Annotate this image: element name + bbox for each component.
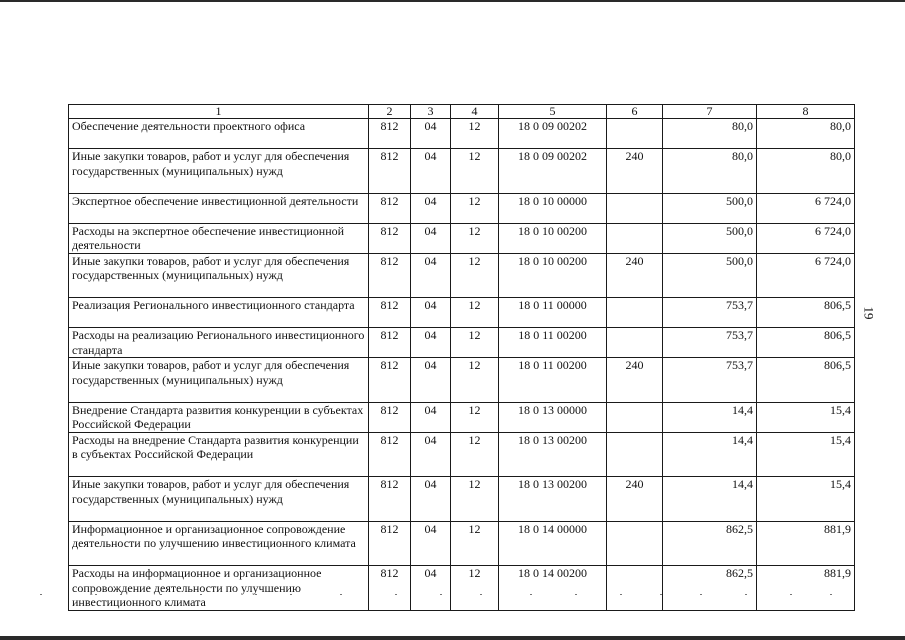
table-row — [69, 253, 855, 298]
section-cell: 04 — [411, 223, 451, 253]
admin-code-cell: 812 — [369, 521, 411, 566]
table-row — [69, 477, 855, 522]
scan-noise-dot — [575, 594, 577, 595]
admin-code-cell: 812 — [369, 358, 411, 403]
section-cell: 04 — [411, 566, 451, 611]
header-cell: 8 — [757, 105, 855, 119]
target-article-cell: 18 0 11 00000 — [499, 298, 607, 328]
header-cell: 1 — [69, 105, 369, 119]
row-name-cell: Расходы на информационное и организационное сопровождение деятельности по улучшению инвестиционного климата — [69, 566, 369, 611]
subsection-cell: 12 — [451, 119, 499, 149]
scan-noise-dot — [620, 594, 622, 595]
admin-code-cell: 812 — [369, 223, 411, 253]
target-article-cell: 18 0 09 00202 — [499, 119, 607, 149]
table-row — [69, 298, 855, 328]
row-name-cell: Иные закупки товаров, работ и услуг для обеспечения государственных (муниципальных) нужд — [69, 358, 369, 403]
subsection-cell: 12 — [451, 477, 499, 522]
scan-noise-dot — [480, 594, 482, 595]
scan-noise-dot — [255, 594, 257, 595]
amount-year1-cell: 753,7 — [663, 328, 757, 358]
table-row — [69, 119, 855, 149]
scan-noise-dot — [290, 594, 292, 595]
subsection-cell: 12 — [451, 149, 499, 194]
scan-noise-dot — [790, 594, 792, 595]
target-article-cell: 18 0 10 00200 — [499, 223, 607, 253]
amount-year2-cell: 881,9 — [757, 521, 855, 566]
section-cell: 04 — [411, 328, 451, 358]
amount-year1-cell: 500,0 — [663, 223, 757, 253]
subsection-cell: 12 — [451, 223, 499, 253]
expense-type-cell — [607, 432, 663, 477]
table-row — [69, 402, 855, 432]
table-row — [69, 521, 855, 566]
target-article-cell: 18 0 13 00000 — [499, 402, 607, 432]
target-article-cell: 18 0 14 00200 — [499, 566, 607, 611]
row-name-cell: Обеспечение деятельности проектного офиса — [69, 119, 369, 149]
expense-type-cell: 240 — [607, 477, 663, 522]
scan-noise-dot — [745, 594, 747, 595]
amount-year2-cell: 15,4 — [757, 432, 855, 477]
page-number: 19 — [861, 306, 877, 320]
row-name-cell: Экспертное обеспечение инвестиционной деятельности — [69, 193, 369, 223]
subsection-cell: 12 — [451, 432, 499, 477]
scan-noise-dot — [120, 594, 122, 595]
subsection-cell: 12 — [451, 253, 499, 298]
row-name-cell: Иные закупки товаров, работ и услуг для обеспечения государственных (муниципальных) нужд — [69, 253, 369, 298]
scan-noise-dot — [395, 594, 397, 595]
row-name-cell: Внедрение Стандарта развития конкуренции в субъектах Российской Федерации — [69, 402, 369, 432]
row-name-cell: Расходы на экспертное обеспечение инвестиционной деятельности — [69, 223, 369, 253]
row-name-cell: Иные закупки товаров, работ и услуг для обеспечения государственных (муниципальных) нужд — [69, 149, 369, 194]
subsection-cell: 12 — [451, 566, 499, 611]
expense-type-cell — [607, 566, 663, 611]
admin-code-cell: 812 — [369, 149, 411, 194]
target-article-cell: 18 0 14 00000 — [499, 521, 607, 566]
scan-noise-dot — [660, 594, 662, 595]
amount-year1-cell: 862,5 — [663, 521, 757, 566]
amount-year1-cell: 14,4 — [663, 402, 757, 432]
amount-year2-cell: 6 724,0 — [757, 223, 855, 253]
table-row — [69, 358, 855, 403]
amount-year2-cell: 15,4 — [757, 477, 855, 522]
amount-year2-cell: 881,9 — [757, 566, 855, 611]
row-name-cell: Расходы на реализацию Регионального инвестиционного стандарта — [69, 328, 369, 358]
row-name-cell: Расходы на внедрение Стандарта развития конкуренции в субъектах Российской Федерации — [69, 432, 369, 477]
amount-year1-cell: 753,7 — [663, 358, 757, 403]
amount-year1-cell: 500,0 — [663, 253, 757, 298]
expense-type-cell: 240 — [607, 358, 663, 403]
target-article-cell: 18 0 10 00000 — [499, 193, 607, 223]
scan-noise-dot — [340, 594, 342, 595]
budget-table — [68, 104, 855, 611]
amount-year2-cell: 806,5 — [757, 358, 855, 403]
section-cell: 04 — [411, 358, 451, 403]
header-cell: 2 — [369, 105, 411, 119]
scan-noise-dot — [40, 594, 42, 595]
table-row — [69, 149, 855, 194]
expense-type-cell — [607, 521, 663, 566]
table-row — [69, 223, 855, 253]
amount-year2-cell: 806,5 — [757, 298, 855, 328]
expense-type-cell — [607, 119, 663, 149]
amount-year1-cell: 14,4 — [663, 432, 757, 477]
target-article-cell: 18 0 13 00200 — [499, 477, 607, 522]
target-article-cell: 18 0 11 00200 — [499, 328, 607, 358]
admin-code-cell: 812 — [369, 566, 411, 611]
header-cell: 3 — [411, 105, 451, 119]
scan-noise-dot — [440, 594, 442, 595]
amount-year1-cell: 80,0 — [663, 149, 757, 194]
scan-noise-dot — [830, 594, 832, 595]
section-cell: 04 — [411, 521, 451, 566]
table-row — [69, 432, 855, 477]
expense-type-cell — [607, 223, 663, 253]
target-article-cell: 18 0 09 00202 — [499, 149, 607, 194]
admin-code-cell: 812 — [369, 253, 411, 298]
amount-year2-cell: 15,4 — [757, 402, 855, 432]
subsection-cell: 12 — [451, 358, 499, 403]
amount-year2-cell: 80,0 — [757, 149, 855, 194]
subsection-cell: 12 — [451, 328, 499, 358]
amount-year1-cell: 753,7 — [663, 298, 757, 328]
header-cell: 5 — [499, 105, 607, 119]
target-article-cell: 18 0 13 00200 — [499, 432, 607, 477]
scan-noise-dot — [700, 594, 702, 595]
admin-code-cell: 812 — [369, 432, 411, 477]
row-name-cell: Иные закупки товаров, работ и услуг для обеспечения государственных (муниципальных) нужд — [69, 477, 369, 522]
expense-type-cell — [607, 402, 663, 432]
amount-year2-cell: 806,5 — [757, 328, 855, 358]
amount-year1-cell: 80,0 — [663, 119, 757, 149]
section-cell: 04 — [411, 119, 451, 149]
table-header-row — [69, 105, 855, 119]
amount-year1-cell: 500,0 — [663, 193, 757, 223]
scan-bottom-edge — [0, 636, 905, 640]
scan-noise-dot — [530, 594, 532, 595]
amount-year1-cell: 14,4 — [663, 477, 757, 522]
scan-noise-dot — [160, 594, 162, 595]
admin-code-cell: 812 — [369, 193, 411, 223]
table-row — [69, 566, 855, 611]
header-cell: 4 — [451, 105, 499, 119]
scan-noise-line — [0, 594, 905, 602]
section-cell: 04 — [411, 477, 451, 522]
amount-year2-cell: 80,0 — [757, 119, 855, 149]
subsection-cell: 12 — [451, 521, 499, 566]
section-cell: 04 — [411, 298, 451, 328]
section-cell: 04 — [411, 253, 451, 298]
section-cell: 04 — [411, 402, 451, 432]
header-cell: 7 — [663, 105, 757, 119]
table-row — [69, 328, 855, 358]
expense-type-cell: 240 — [607, 149, 663, 194]
scan-top-edge — [0, 0, 905, 2]
table-row — [69, 193, 855, 223]
amount-year2-cell: 6 724,0 — [757, 253, 855, 298]
header-cell: 6 — [607, 105, 663, 119]
amount-year1-cell: 862,5 — [663, 566, 757, 611]
target-article-cell: 18 0 10 00200 — [499, 253, 607, 298]
expense-type-cell — [607, 328, 663, 358]
subsection-cell: 12 — [451, 193, 499, 223]
section-cell: 04 — [411, 149, 451, 194]
row-name-cell: Информационное и организационное сопровождение деятельности по улучшению инвестиционного климата — [69, 521, 369, 566]
section-cell: 04 — [411, 193, 451, 223]
section-cell: 04 — [411, 432, 451, 477]
scan-noise-dot — [95, 594, 97, 595]
expense-type-cell — [607, 298, 663, 328]
admin-code-cell: 812 — [369, 402, 411, 432]
expense-type-cell — [607, 193, 663, 223]
admin-code-cell: 812 — [369, 298, 411, 328]
expense-type-cell: 240 — [607, 253, 663, 298]
row-name-cell: Реализация Регионального инвестиционного стандарта — [69, 298, 369, 328]
target-article-cell: 18 0 11 00200 — [499, 358, 607, 403]
admin-code-cell: 812 — [369, 119, 411, 149]
amount-year2-cell: 6 724,0 — [757, 193, 855, 223]
subsection-cell: 12 — [451, 298, 499, 328]
admin-code-cell: 812 — [369, 328, 411, 358]
scan-noise-dot — [200, 594, 202, 595]
admin-code-cell: 812 — [369, 477, 411, 522]
subsection-cell: 12 — [451, 402, 499, 432]
